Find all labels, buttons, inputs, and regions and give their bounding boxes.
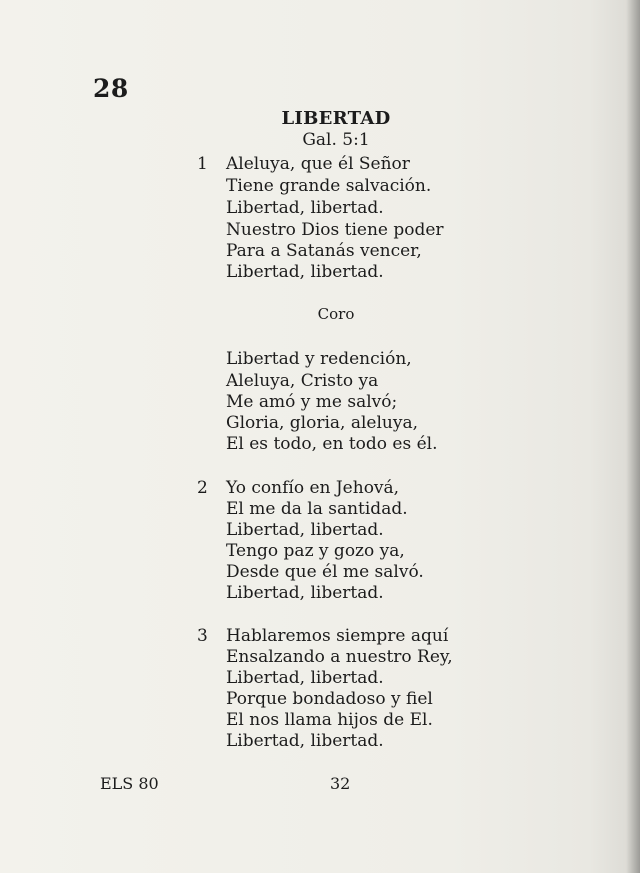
verse-line: Yo confío en Jehová, <box>226 478 400 498</box>
chorus-label: Coro <box>317 305 355 323</box>
verse-number: 1 <box>197 154 208 174</box>
verse-line: Para a Satanás vencer, <box>226 241 422 261</box>
scripture-reference: Gal. 5:1 <box>302 130 370 150</box>
verse-line: Libertad, libertad. <box>226 198 384 218</box>
verse-line: Tengo paz y gozo ya, <box>226 541 405 561</box>
verse-line: Libertad, libertad. <box>226 520 384 540</box>
verse-number: 3 <box>197 626 208 646</box>
chorus-line: El es todo, en todo es él. <box>226 434 438 454</box>
page-number: 32 <box>330 774 351 793</box>
verse-line: Desde que él me salvó. <box>226 562 424 582</box>
verse-line: El me da la santidad. <box>226 499 408 519</box>
verse-line: El nos llama hijos de El. <box>226 710 433 730</box>
verse-line: Libertad, libertad. <box>226 668 384 688</box>
verse-line: Libertad, libertad. <box>226 731 384 751</box>
verse-line: Libertad, libertad. <box>226 262 384 282</box>
chorus-line: Libertad y redención, <box>226 349 412 369</box>
verse-line: Aleluya, que él Señor <box>226 154 410 174</box>
verse-number: 2 <box>197 478 208 498</box>
verse-line: Libertad, libertad. <box>226 583 384 603</box>
verse-line: Nuestro Dios tiene poder <box>226 220 444 240</box>
chorus-line: Aleluya, Cristo ya <box>226 371 379 391</box>
verse-line: Tiene grande salvación. <box>226 176 432 196</box>
hymn-number: 28 <box>93 74 129 103</box>
verse-line: Porque bondadoso y fiel <box>226 689 433 709</box>
verse-line: Ensalzando a nuestro Rey, <box>226 647 453 667</box>
chorus-line: Me amó y me salvó; <box>226 392 398 412</box>
hymn-title: LIBERTAD <box>281 108 391 129</box>
verse-line: Hablaremos siempre aquí <box>226 626 449 646</box>
chorus-line: Gloria, gloria, aleluya, <box>226 413 418 433</box>
collection-code: ELS 80 <box>100 774 159 793</box>
